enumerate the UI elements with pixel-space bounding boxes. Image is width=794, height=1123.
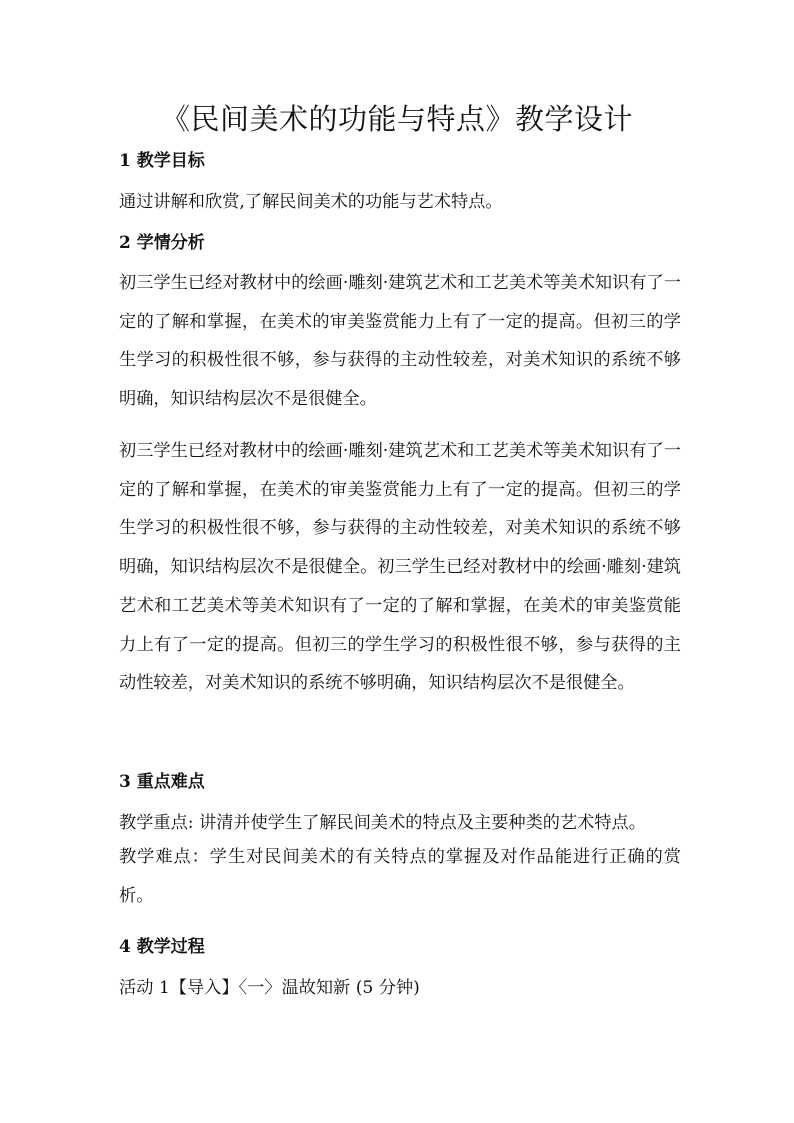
analysis-paragraph-1: 初三学生已经对教材中的绘画·雕刻·建筑艺术和工艺美术等美术知识有了一定的了解和掌握，在美术的审美鉴赏能力上有了一定的提高。但初三的学生学习的积极性很不够，参与获得的主动性较差，对美术知识的系统不够明确，知识结构层次不是很健全。 [119,273,681,410]
objectives-paragraph: 通过讲解和欣赏,了解民间美术的功能与艺术特点。 [119,192,503,212]
section-heading-analysis: 2 学情分析 [119,233,205,253]
difficult-point-paragraph: 教学难点：学生对民间美术的有关特点的掌握及对作品能进行正确的赏析。 [119,847,681,906]
section-heading-key-points: 3 重点难点 [119,772,205,792]
activity-1-line: 活动 1【导入】〈一〉温故知新 (5 分钟) [119,978,420,998]
section-heading-process: 4 教学过程 [119,937,205,957]
document-title: 《民间美术的功能与特点》教学设计 [160,102,633,136]
key-point-paragraph: 教学重点: 讲清并使学生了解民间美术的特点及主要种类的艺术特点。 [119,813,646,833]
analysis-paragraph-2: 初三学生已经对教材中的绘画·雕刻·建筑艺术和工艺美术等美术知识有了一定的了解和掌握，在美术的审美鉴赏能力上有了一定的提高。但初三的学生学习的积极性很不够，参与获得的主动性较差，对美术知识的系统不够明确，知识结构层次不是很健全。初三学生已经对教材中的绘画·雕刻·建筑艺术和工艺美术等美术知识有了一定的了解和掌握，在美术的审美鉴赏能力上有了一定的提高。但初三的学生学习的积极性很不够，参与获得的主动性较差，对美术知识的系统不够明确，知识结构层次不是很健全。 [119,441,681,694]
section-heading-objectives: 1 教学目标 [119,151,205,171]
